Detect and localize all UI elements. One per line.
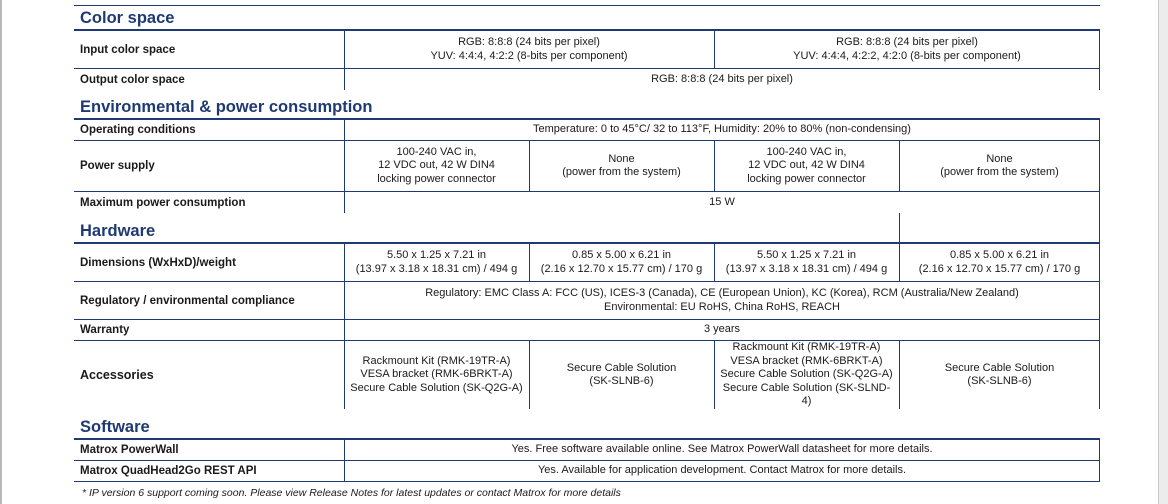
power-supply-value-1: 100-240 VAC in, 12 VDC out, 42 W DIN4 locking power connector: [377, 145, 496, 185]
dimensions-value-3: 5.50 x 1.25 x 7.21 in (13.97 x 3.18 x 18.31 cm) / 494 g: [725, 249, 888, 275]
accessories-value-3: Rackmount Kit (RMK-19TR-A) VESA bracket (RMK-6BRKT-A) Secure Cable Solution (SK-Q2G-A) Secure Cable Solution (SK-SLND-4): [720, 341, 893, 408]
page-left-edge: [0, 0, 2, 504]
regulatory-value: Regulatory: EMC Class A: FCC (US), ICES-3 (Canada), CE (European Union), KC (Korea), RCM (Australia/New Zealand) Environmental: EU RoHS, China RoHS, REACH: [425, 287, 1019, 313]
column-divider: [714, 244, 715, 281]
column-divider: [714, 141, 715, 191]
section-title-environmental: Environmental & power consumption: [80, 98, 373, 116]
table-right-border: [1099, 31, 1100, 90]
input-color-space-value-1: RGB: 8:8:8 (24 bits per pixel) YUV: 4:4:4, 4:2:2 (8-bits per component): [430, 36, 628, 62]
column-divider: [899, 244, 900, 281]
spec-sheet: [74, 0, 1100, 504]
row-label-powerwall: Matrox PowerWall: [80, 444, 179, 456]
column-divider: [899, 141, 900, 191]
row-label-power-supply: Power supply: [80, 160, 155, 172]
row-label-regulatory: Regulatory / environmental compliance: [80, 294, 295, 307]
row-label-dimensions: Dimensions (WxHxD)/weight: [80, 256, 236, 269]
footnote: * IP version 6 support coming soon. Please view Release Notes for latest updates or contact Matrox for more details: [82, 487, 621, 499]
section-title-hardware: Hardware: [80, 222, 156, 240]
accessories-value-1: Rackmount Kit (RMK-19TR-A) VESA bracket (RMK-6BRKT-A) Secure Cable Solution (SK-Q2G-A): [350, 354, 523, 394]
column-divider: [529, 244, 530, 281]
accessories-value-4: Secure Cable Solution (SK-SLNB-6): [944, 361, 1055, 387]
column-divider: [344, 440, 345, 481]
row-label-output-color-space: Output color space: [80, 73, 185, 86]
column-divider: [344, 120, 345, 213]
operating-conditions-value: Temperature: 0 to 45°C/ 32 to 113°F, Humidity: 20% to 80% (non-condensing): [533, 123, 911, 136]
power-supply-value-3: 100-240 VAC in, 12 VDC out, 42 W DIN4 locking power connector: [747, 145, 866, 185]
row-label-rest-api: Matrox QuadHead2Go REST API: [80, 465, 257, 477]
section-title-color-space: Color space: [80, 9, 175, 27]
table-bottom-rule: [74, 481, 1100, 482]
warranty-value: 3 years: [703, 323, 741, 336]
row-label-max-power: Maximum power consumption: [80, 196, 246, 209]
rest-api-value: Yes. Available for application development. Contact Matrox for more details.: [537, 464, 907, 477]
table-top-rule: [74, 5, 1100, 6]
table-right-border: [1099, 120, 1100, 213]
row-label-accessories: Accessories: [80, 368, 154, 382]
table-right-border: [1099, 213, 1100, 409]
max-power-value: 15 W: [709, 195, 735, 208]
dimensions-value-4: 0.85 x 5.00 x 6.21 in (2.16 x 12.70 x 15.77 cm) / 170 g: [918, 249, 1081, 275]
power-supply-value-2: None (power from the system): [562, 152, 681, 178]
section-title-software: Software: [80, 418, 150, 436]
power-supply-value-4: None (power from the system): [940, 152, 1059, 178]
accessories-value-2: Secure Cable Solution (SK-SLNB-6): [566, 361, 677, 387]
table-right-border: [1099, 440, 1100, 481]
column-divider: [344, 31, 345, 90]
column-divider: [899, 213, 900, 243]
row-label-input-color-space: Input color space: [80, 43, 176, 56]
output-color-space-value: RGB: 8:8:8 (24 bits per pixel): [651, 72, 793, 85]
input-color-space-value-2: RGB: 8:8:8 (24 bits per pixel) YUV: 4:4:4, 4:2:2, 4:2:0 (8-bits per component): [793, 36, 1021, 62]
powerwall-value: Yes. Free software available online. See Matrox PowerWall datasheet for more details.: [511, 443, 933, 456]
row-label-operating-conditions: Operating conditions: [80, 124, 196, 136]
column-divider: [529, 141, 530, 191]
dimensions-value-2: 0.85 x 5.00 x 6.21 in (2.16 x 12.70 x 15.77 cm) / 170 g: [540, 249, 703, 275]
column-divider: [529, 341, 530, 409]
column-divider: [714, 31, 715, 68]
column-divider: [344, 244, 345, 409]
dimensions-value-1: 5.50 x 1.25 x 7.21 in (13.97 x 3.18 x 18.31 cm) / 494 g: [355, 249, 518, 275]
column-divider: [714, 341, 715, 409]
column-divider: [899, 341, 900, 409]
window-scrollbar[interactable]: [1158, 0, 1168, 504]
row-label-warranty: Warranty: [80, 324, 130, 336]
